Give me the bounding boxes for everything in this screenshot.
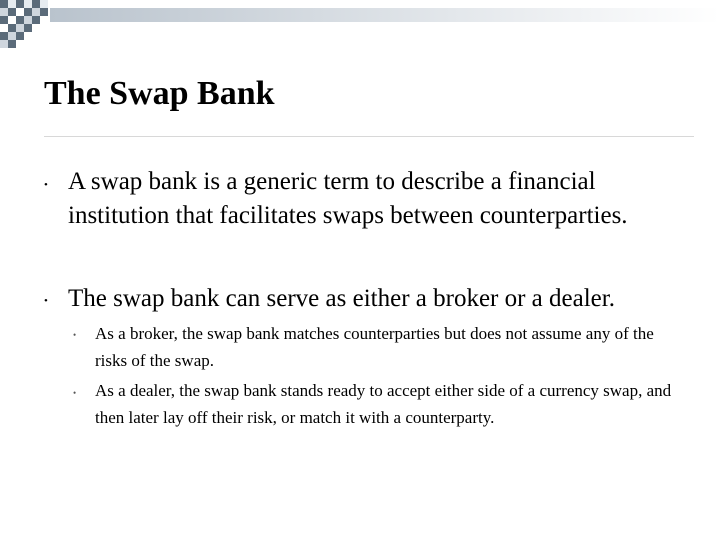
checker-square <box>24 16 32 24</box>
checker-square <box>40 8 48 16</box>
checker-square <box>0 8 8 16</box>
slide-title: The Swap Bank <box>44 75 275 112</box>
checker-square <box>24 8 32 16</box>
title-divider <box>44 136 694 137</box>
checker-square <box>24 24 32 32</box>
checker-square <box>8 32 16 40</box>
checker-square <box>8 24 16 32</box>
checker-square <box>8 8 16 16</box>
sub-bullet-marker: • <box>73 388 77 398</box>
checker-square <box>16 24 24 32</box>
checker-square <box>40 0 48 8</box>
sub-bullet-text: As a broker, the swap bank matches counterparties but does not assume any of the risks of the swap. <box>95 324 654 370</box>
checker-square <box>8 40 16 48</box>
checker-square <box>0 16 8 24</box>
checker-square <box>16 16 24 24</box>
bullet-marker: • <box>44 179 48 191</box>
checker-square <box>0 0 8 8</box>
checkerboard-decoration <box>0 0 720 48</box>
bullet-text: A swap bank is a generic term to describe a financial institution that facilitates swaps between counterparties. <box>68 168 628 229</box>
sub-bullet-marker: • <box>73 330 77 340</box>
bullet-marker: • <box>44 295 48 307</box>
checker-square <box>8 16 16 24</box>
top-gradient-band <box>50 8 720 22</box>
checker-square <box>0 40 8 48</box>
checker-square <box>16 0 24 8</box>
checker-square <box>32 0 40 8</box>
sub-bullet-text: As a dealer, the swap bank stands ready to accept either side of a currency swap, and then later lay off their risk, or match it with a counterparty. <box>95 381 672 427</box>
checker-square <box>0 24 8 32</box>
checker-square <box>32 16 40 24</box>
checker-square <box>0 32 8 40</box>
bullet-text: The swap bank can serve as either a broker or a dealer. <box>68 285 615 312</box>
checker-square <box>16 8 24 16</box>
checker-square <box>32 8 40 16</box>
checker-square <box>24 0 32 8</box>
checker-square <box>16 32 24 40</box>
checker-square <box>8 0 16 8</box>
